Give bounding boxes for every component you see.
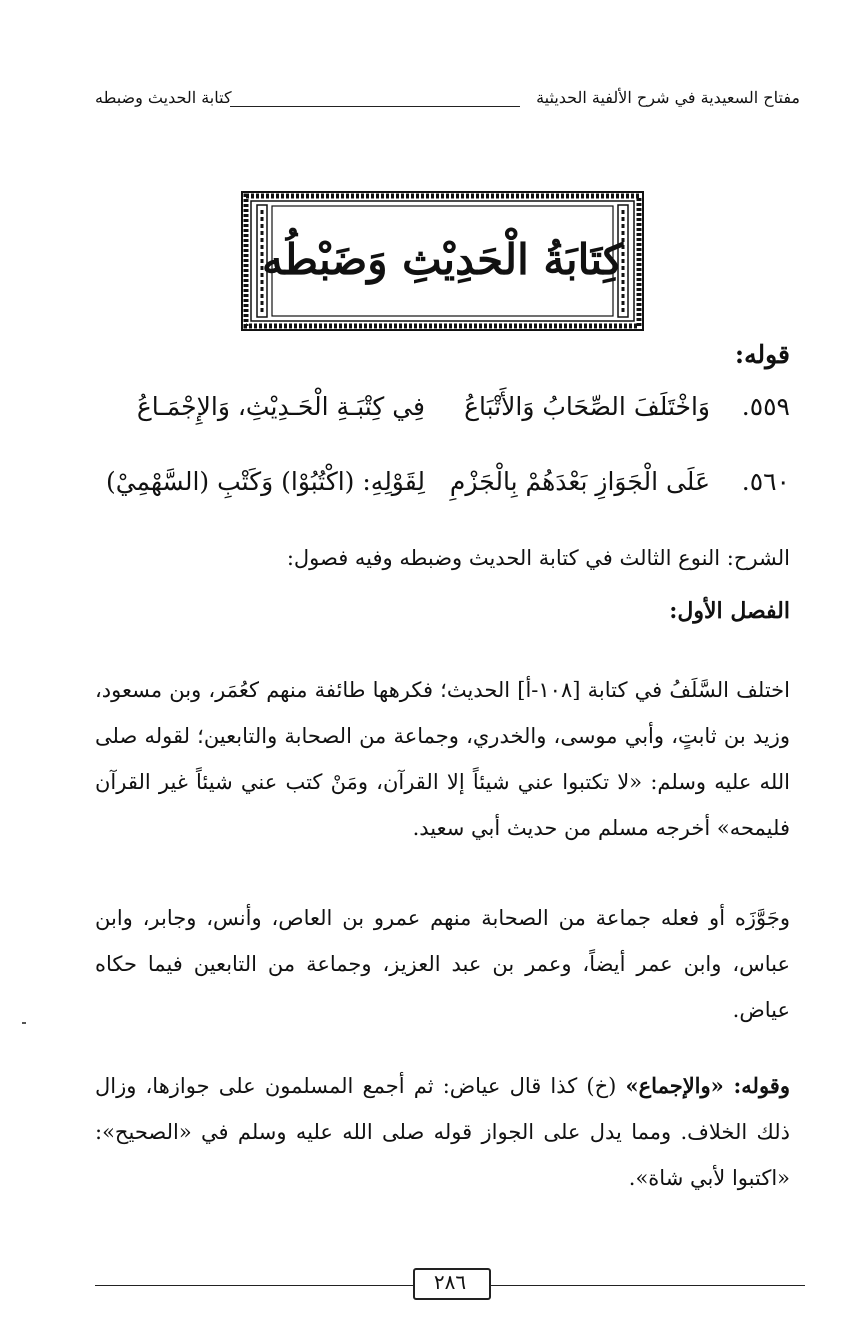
verse-number: ٥٥٩. [741,392,790,421]
footer-rule-right [487,1285,805,1286]
verse-second-hemistich: لِقَوْلِهِ: (اكْتُبُوْا) وَكَتْبِ (السَّهْمِيْ) [105,467,425,496]
verse-first-hemistich: عَلَى الْجَوَازِ بَعْدَهُمْ بِالْجَزْمِ [449,467,710,496]
paragraph [95,1063,790,1201]
running-header [95,84,800,120]
header-chapter-title: كتابة الحديث وضبطه [95,88,232,107]
verse-number: ٥٦٠. [741,467,790,496]
qawluhu-label: قوله: [734,340,790,369]
section-heading: الفصل الأول: [669,598,790,624]
verse-line [95,467,790,517]
header-rule [230,106,520,107]
verse-second-hemistich: فِي كِتْبَـةِ الْحَـدِيْثِ، وَالإِجْمَـاعُ [136,392,425,421]
chapter-title: كِتَابَةُ الْحَدِيْثِ وَضَبْطُه [261,235,624,284]
page-number: ٢٨٦ [433,1270,467,1294]
scan-speck [22,1022,26,1024]
paragraph: اختلف السَّلَفُ في كتابة [١٠٨-أ] الحديث؛ فكرهها طائفة منهم كعُمَر، وبن مسعود، وزيد بن ثابتٍ، وأبي موسى، والخدري، وجماعة من الصحابة والتابعين؛ لقوله صلى الله عليه وسلم: «لا تكتبوا عني شيئاً إلا القرآن، ومَنْ كتب عني شيئاً غير القرآن فليمحه» أخرجه مسلم من حديث أبي سعيد. [95,678,790,840]
quoted-term: وقوله: «والإجماع» [625,1073,790,1098]
sharh-intro: الشرح: النوع الثالث في كتابة الحديث وضبطه وفيه فصول: [286,546,790,570]
header-book-title: مفتاح السعيدية في شرح الألفية الحديثية [536,88,800,107]
title-frame [240,190,645,332]
verse-first-hemistich: وَاخْتَلَفَ الصِّحَابُ وَالأَتْبَاعُ [464,392,710,421]
verse-line [95,392,790,442]
paragraph: وجَوَّزَه أو فعله جماعة من الصحابة منهم عمرو بن العاص، وأنس، وجابر، وابن عباس، وابن عمر أيضاً، وعمر بن عبد العزيز، وجماعة من التابعين فيما حكاه عياض. [95,906,790,1022]
paragraph-text: (خ) كذا قال عياض: ثم أجمع المسلمون على جوازها، وزال ذلك الخلاف. ومما يدل على الجواز قوله صلى الله عليه وسلم في «الصحيح»: «اكتبوا لأبي شاة». [95,1074,790,1190]
footer-rule-left [95,1285,413,1286]
